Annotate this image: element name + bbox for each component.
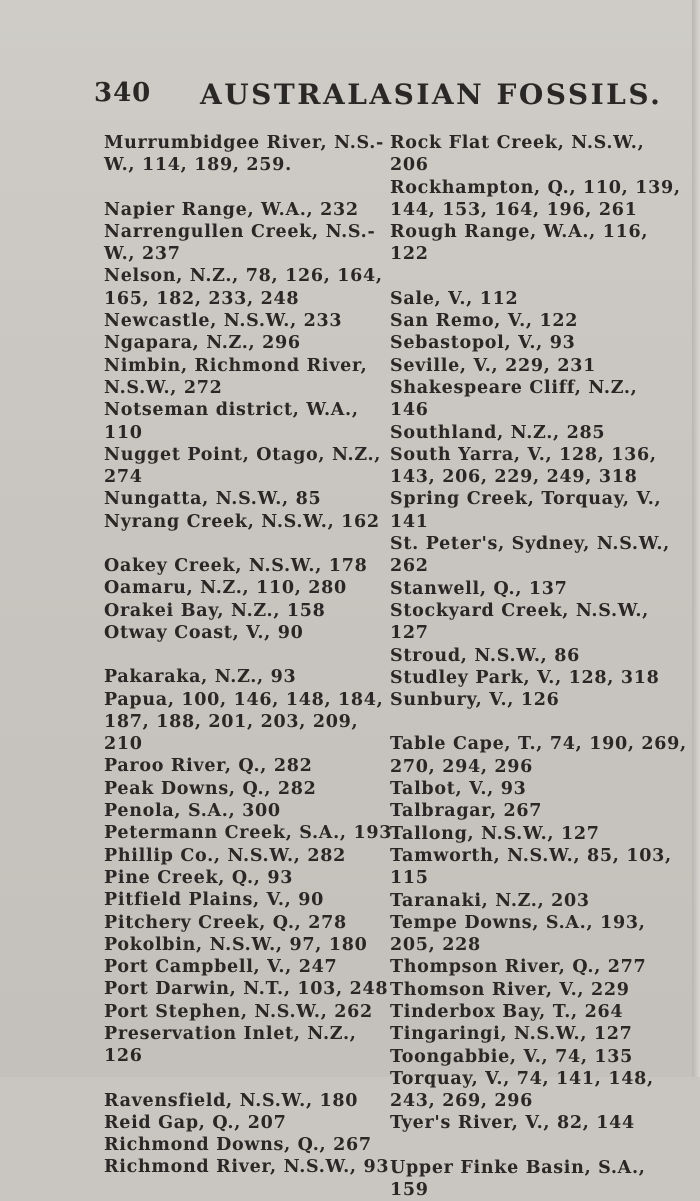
index-entry-line: Studley Park, V., 128, 318 (390, 667, 660, 688)
index-entry-line: Stanwell, Q., 137 (390, 578, 568, 599)
index-entry (104, 577, 374, 599)
page-number: 340 (94, 78, 152, 108)
index-entry (104, 444, 382, 489)
index-entry-line: 274 (104, 467, 143, 488)
index-entry-line: W., 114, 189, 259. (104, 155, 292, 176)
index-entry-line: Orakei Bay, N.Z., 158 (104, 600, 326, 621)
index-entry (104, 1112, 374, 1134)
index-entry-line: Port Stephen, N.S.W., 262 (104, 1001, 373, 1022)
index-entry (104, 755, 374, 777)
index-entry (104, 800, 374, 822)
index-entry (104, 1001, 374, 1023)
index-entry-line: 206 (390, 155, 429, 176)
index-entry (390, 1023, 658, 1045)
index-entry-line: San Remo, V., 122 (390, 311, 579, 332)
letter-section-gap (104, 644, 374, 666)
index-entry-line: Port Campbell, V., 247 (104, 957, 338, 978)
index-entry-line: Nyrang Creek, N.S.W., 162 (104, 511, 380, 532)
index-column-right (390, 132, 687, 1201)
index-entry-line: 115 (390, 868, 429, 889)
index-entry-line: Table Cape, T., 74, 190, 269, (390, 734, 687, 755)
index-entry-line: Phillip Co., N.S.W., 282 (104, 845, 346, 866)
index-entry (104, 399, 374, 444)
index-entry (390, 823, 658, 845)
index-entry (104, 600, 374, 622)
index-entry-line: 122 (390, 244, 429, 265)
index-entry-line: Nelson, N.Z., 78, 126, 164, (104, 266, 383, 287)
index-entry-line: Richmond Downs, Q., 267 (104, 1135, 372, 1156)
index-entry-line: South Yarra, V., 128, 136, (390, 444, 657, 465)
index-entry (104, 132, 384, 177)
index-entry-line: Penola, S.A., 300 (104, 801, 281, 822)
index-entry (104, 934, 374, 956)
index-entry (104, 555, 374, 577)
index-entry-line: Tingaringi, N.S.W., 127 (390, 1024, 633, 1045)
letter-section-gap (390, 711, 658, 733)
index-entry (390, 221, 658, 266)
index-entry (104, 778, 374, 800)
index-entry-line: 144, 153, 164, 196, 261 (390, 199, 638, 220)
index-entry-line: Narrengullen Creek, N.S.- (104, 221, 376, 242)
index-entry-line: Tyer's River, V., 82, 144 (390, 1113, 635, 1134)
index-entry (390, 578, 658, 600)
index-entry (390, 1046, 658, 1068)
index-entry-line: Nimbin, Richmond River, (104, 355, 368, 376)
index-entry (390, 600, 658, 645)
index-entry-line: Nungatta, N.S.W., 85 (104, 489, 322, 510)
letter-section-gap (104, 177, 374, 199)
running-title: AUSTRALASIAN FOSSILS. (200, 78, 663, 111)
index-entry (104, 689, 384, 756)
index-entry (390, 800, 658, 822)
letter-section-gap (104, 1068, 374, 1090)
index-entry-line: Torquay, V., 74, 141, 148, (390, 1068, 654, 1089)
index-entry-line: Rock Flat Creek, N.S.W., (390, 133, 645, 153)
index-entry-line: Sale, V., 112 (390, 288, 519, 309)
index-entry (390, 422, 658, 444)
index-entry (390, 177, 681, 222)
index-entry-line: Stroud, N.S.W., 86 (390, 645, 580, 666)
index-entry-line: Oamaru, N.Z., 110, 280 (104, 578, 347, 599)
index-entry-line: Ravensfield, N.S.W., 180 (104, 1090, 359, 1111)
index-entry (104, 1023, 374, 1068)
index-entry-line: Pokolbin, N.S.W., 97, 180 (104, 934, 368, 955)
index-entry (390, 733, 687, 778)
index-entry-line: Murrumbidgee River, N.S.- (104, 133, 384, 153)
index-entry (390, 890, 658, 912)
index-entry-line: Port Darwin, N.T., 103, 248 (104, 979, 389, 1000)
index-entry-line: Shakespeare Cliff, N.Z., (390, 377, 638, 398)
index-entry (390, 288, 658, 310)
index-entry-line: 165, 182, 233, 248 (104, 288, 300, 309)
index-entry-line: Richmond River, N.S.W., 93 (104, 1157, 390, 1178)
index-entry (104, 1090, 374, 1112)
index-entry-line: Rough Range, W.A., 116, (390, 222, 649, 243)
index-entry (104, 622, 374, 644)
index-entry-line: Peak Downs, Q., 282 (104, 778, 317, 799)
index-entry-line: Sunbury, V., 126 (390, 690, 560, 711)
index-entry-line: 143, 206, 229, 249, 318 (390, 467, 638, 488)
index-entry-line: 262 (390, 556, 429, 577)
index-entry (390, 845, 672, 890)
letter-section-gap (390, 266, 658, 288)
index-entry-line: 126 (104, 1046, 143, 1067)
index-entry-line: 210 (104, 734, 143, 755)
index-entry-line: Talbot, V., 93 (390, 779, 527, 800)
index-entry-line: 205, 228 (390, 935, 481, 956)
index-entry (390, 332, 658, 354)
index-entry-line: Thompson River, Q., 277 (390, 957, 647, 978)
index-entry-line: Tamworth, N.S.W., 85, 103, (390, 845, 672, 866)
index-entry (104, 867, 374, 889)
index-entry-line: Spring Creek, Torquay, V., (390, 489, 662, 510)
index-entry-line: Ngapara, N.Z., 296 (104, 333, 301, 354)
index-entry (390, 979, 658, 1001)
index-entry (390, 667, 658, 689)
index-entry (390, 912, 658, 957)
index-entry-line: Papua, 100, 146, 148, 184, (104, 689, 384, 710)
index-entry-line: Tempe Downs, S.A., 193, (390, 912, 646, 933)
index-entry-line: Paroo River, Q., 282 (104, 756, 313, 777)
index-entry-line: Tinderbox Bay, T., 264 (390, 1001, 624, 1022)
index-entry (104, 1134, 374, 1156)
index-entry (390, 1001, 658, 1023)
index-entry (104, 956, 374, 978)
index-entry (104, 199, 374, 221)
index-entry-line: Sebastopol, V., 93 (390, 333, 576, 354)
index-entry-line: Notseman district, W.A., (104, 400, 359, 421)
index-entry-line: Taranaki, N.Z., 203 (390, 890, 590, 911)
index-entry-line: Nugget Point, Otago, N.Z., (104, 444, 382, 465)
index-entry (390, 689, 658, 711)
index-entry (390, 355, 658, 377)
index-entry-line: Pakaraka, N.Z., 93 (104, 667, 297, 688)
index-entry (390, 645, 658, 667)
index-column-left (104, 132, 393, 1179)
index-entry-line: Pitchery Creek, Q., 278 (104, 912, 347, 933)
index-entry (104, 666, 374, 688)
index-entry-line: 146 (390, 400, 429, 421)
index-entry (104, 332, 374, 354)
index-entry (104, 310, 374, 332)
index-entry-line: 127 (390, 623, 429, 644)
index-entry-line: 270, 294, 296 (390, 756, 534, 777)
index-entry-line: Rockhampton, Q., 110, 139, (390, 177, 681, 198)
letter-section-gap (390, 1135, 658, 1157)
page-header (94, 74, 663, 114)
index-entry (104, 511, 380, 533)
index-entry-line: Napier Range, W.A., 232 (104, 199, 359, 220)
index-entry (390, 444, 658, 489)
index-entry (390, 488, 662, 533)
index-entry-line: Preservation Inlet, N.Z., (104, 1023, 357, 1044)
index-entry (104, 1156, 390, 1178)
index-entry (104, 889, 374, 911)
index-entry-line: Upper Finke Basin, S.A., (390, 1157, 646, 1178)
index-entry-line: St. Peter's, Sydney, N.S.W., (390, 534, 670, 555)
index-entry (390, 1157, 658, 1201)
index-entry-line: 243, 269, 296 (390, 1091, 534, 1112)
index-entry (390, 956, 658, 978)
index-entry (104, 221, 374, 266)
index-entry-line: Stockyard Creek, N.S.W., (390, 600, 649, 621)
index-entry (390, 1112, 658, 1134)
index-entry-line: W., 237 (104, 244, 181, 265)
index-entry-line: Reid Gap, Q., 207 (104, 1112, 287, 1133)
index-entry (104, 355, 374, 400)
index-entry-line: 159 (390, 1180, 429, 1201)
index-entry-line: Petermann Creek, S.A., 193 (104, 823, 393, 844)
page-edge (692, 0, 700, 1077)
index-entry-line: Tallong, N.S.W., 127 (390, 823, 600, 844)
index-entry-line: N.S.W., 272 (104, 377, 223, 398)
index-entry-line: 110 (104, 422, 143, 443)
index-entry-line: Newcastle, N.S.W., 233 (104, 311, 343, 332)
index-entry-line: 141 (390, 511, 429, 532)
index-entry (104, 822, 393, 844)
index-entry-line: Thomson River, V., 229 (390, 979, 630, 1000)
index-entry-line: Oakey Creek, N.S.W., 178 (104, 556, 368, 577)
index-entry (104, 912, 374, 934)
index-entry-line: Seville, V., 229, 231 (390, 355, 596, 376)
index-entry (390, 533, 670, 578)
index-entry (390, 310, 658, 332)
index-entry-line: Southland, N.Z., 285 (390, 422, 606, 443)
index-entry (390, 778, 658, 800)
index-entry (390, 1068, 658, 1113)
letter-section-gap (104, 533, 374, 555)
index-entry (390, 132, 658, 177)
index-entry (104, 488, 374, 510)
index-entry-line: Talbragar, 267 (390, 801, 543, 822)
index-entry (390, 377, 658, 422)
index-entry (104, 265, 383, 310)
index-entry-line: Pine Creek, Q., 93 (104, 867, 294, 888)
index-entry (104, 978, 389, 1000)
index-entry-line: 187, 188, 201, 203, 209, (104, 711, 359, 732)
index-entry (104, 845, 374, 867)
index-entry-line: Toongabbie, V., 74, 135 (390, 1046, 634, 1067)
index-entry-line: Pitfield Plains, V., 90 (104, 890, 324, 911)
index-entry-line: Otway Coast, V., 90 (104, 622, 304, 643)
